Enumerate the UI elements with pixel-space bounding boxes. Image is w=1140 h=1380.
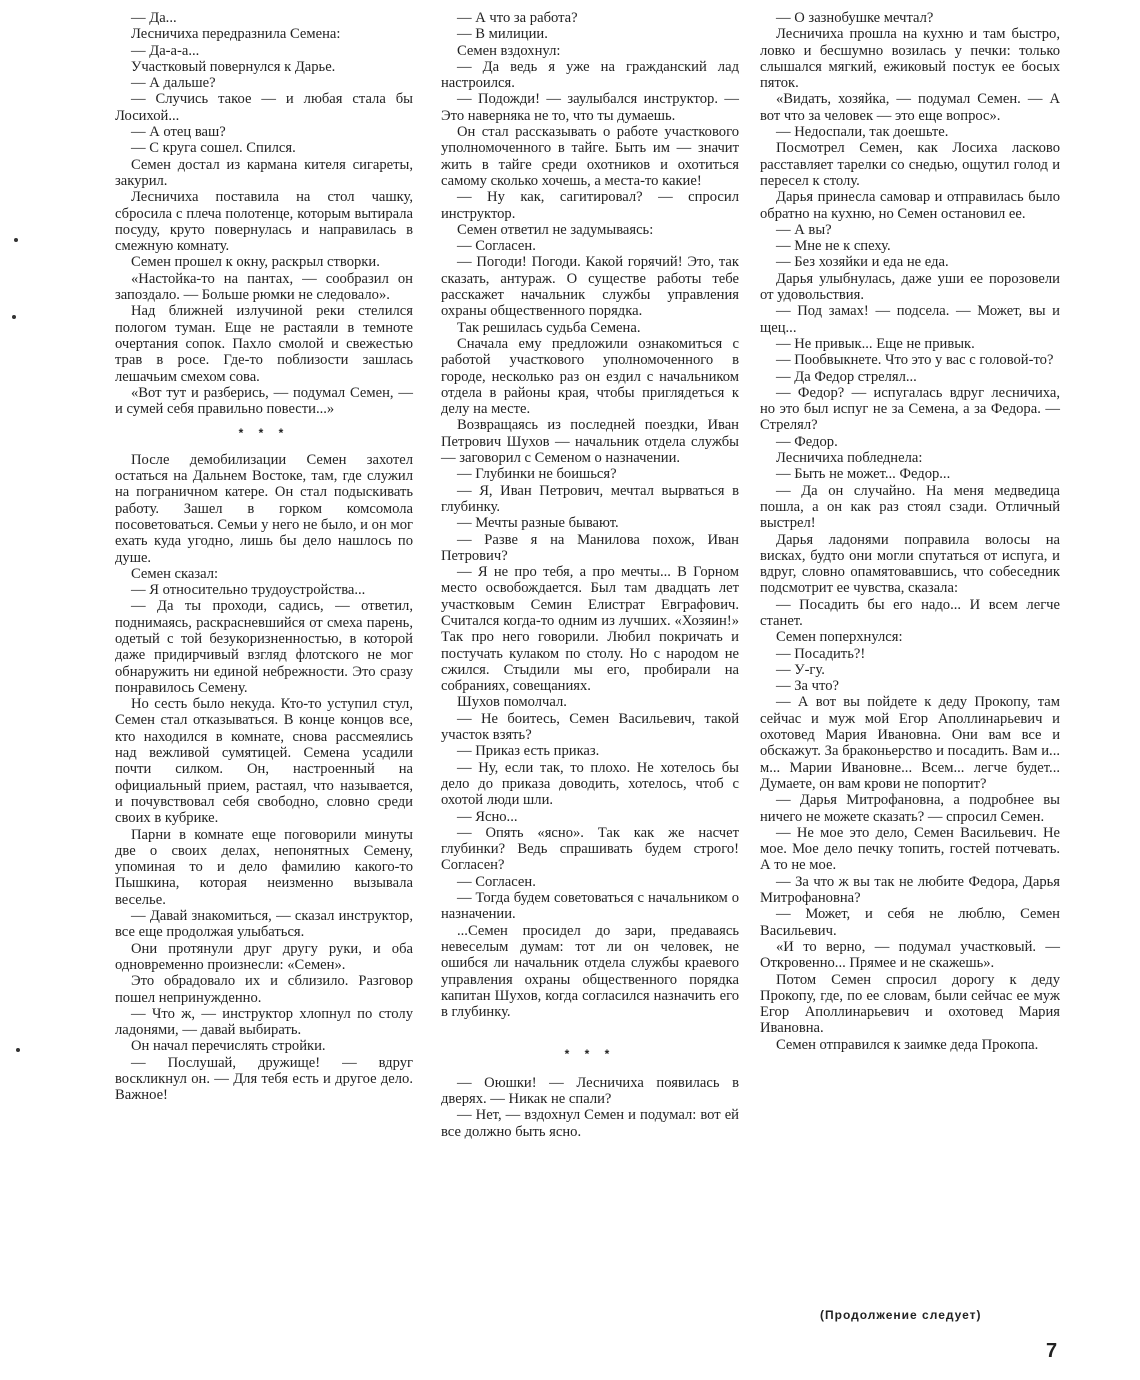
paragraph: Лесничиха передразнила Семена: [131, 26, 341, 43]
paragraph: — Посадить?! [776, 645, 866, 662]
section-divider: * * * [238, 426, 290, 441]
margin-speck [12, 315, 16, 319]
paragraph: — Послушай, дружище! — вдруг воскликнул он. — Для тебя есть и другое дело. Важное! [115, 1054, 413, 1104]
paragraph: — Тогда будем советоваться с начальником о назначении. [441, 890, 739, 923]
text-column-2 [441, 10, 739, 1140]
paragraph: Лесничиха поставила на стол чашку, сбросила с плеча полотенце, которым вытирала посуду, круто повернулась и направилась в смежную комнату. [115, 189, 413, 255]
paragraph: — За что? [776, 678, 839, 695]
paragraph: Парни в комнате еще поговорили минуты две о своих делах, непонятных Семену, упоминая то и дело фамилию какого-то Пышкина, которая неизменно вызывала веселье. [115, 826, 413, 908]
paragraph: Возвращаясь из последней поездки, Иван Петрович Шухов — начальник отдела службы — заговорил с Семеном о назначении. [441, 417, 739, 467]
paragraph: — Согласен. [457, 873, 536, 890]
paragraph: Семен вздохнул: [457, 42, 561, 59]
paragraph: — Пообвыкнете. Что это у вас с головой-то? [776, 352, 1054, 369]
paragraph: Семен достал из кармана кителя сигареты, закурил. [115, 156, 413, 189]
paragraph: Дарья принесла самовар и отправилась было обратно на кухню, но Семен остановил ее. [760, 189, 1060, 222]
paragraph: Лесничиха побледнела: [776, 450, 923, 467]
paragraph: Над ближней излучиной реки стелился пологом туман. Еще не растаяли в темноте очертания сопок. Пахло смолой и свежестью трав в росе. Где-то поблизости зашлась лешачьим смехом сова. [115, 303, 413, 385]
paragraph: «Видать, хозяйка, — подумал Семен. — А вот что за человек — это еще вопрос». [760, 91, 1060, 124]
paragraph: Семен ответил не задумываясь: [457, 221, 654, 238]
paragraph: — Оюшки! — Лесничиха появилась в дверях. — Никак не спали? [441, 1074, 739, 1107]
paragraph: Семен поперхнулся: [776, 629, 903, 646]
paragraph: Семен сказал: [131, 565, 219, 582]
paragraph: — Я относительно трудоустройства... [131, 582, 366, 599]
paragraph: — Нет, — вздохнул Семен и подумал: вот ей все должно быть ясно. [441, 1107, 739, 1140]
paragraph: — Не мое это дело, Семен Васильевич. Не мое. Мое дело печку топить, гостей потчевать. А то не мое. [760, 824, 1060, 874]
paragraph: — Ну, если так, то плохо. Не хотелось бы дело до приказа доводить, хотелось, чтоб с охотой люди шли. [441, 759, 739, 809]
paragraph: Он стал рассказывать о работе участкового уполномоченного в тайге. Быть им — значит жить в тайге среди охотников и охотиться самому сколько хочешь, а места-то какие! [441, 124, 739, 189]
paragraph: Он начал перечислять стройки. [131, 1038, 326, 1055]
paragraph: — Приказ есть приказ. [457, 743, 600, 760]
paragraph: — За что ж вы так не любите Федора, Дарья Митрофановна? [760, 873, 1060, 907]
paragraph: — Без хозяйки и еда не еда. [776, 254, 949, 271]
paragraph: Дарья ладонями поправила волосы на висках, будто они могли спутаться от испуга, и вдруг, словно опамятовавшись, что собеседник подсмотрит ее чувства, сказала: [760, 531, 1060, 597]
paragraph: Участковый повернулся к Дарье. [131, 58, 336, 75]
paragraph: Шухов помолчал. [457, 694, 567, 711]
paragraph: — Что ж, — инструктор хлопнул по столу ладонями, — давай выбирать. [115, 1005, 413, 1039]
paragraph: — Да Федор стрелял... [776, 368, 917, 385]
paragraph: — А отец ваш? [131, 124, 226, 141]
paragraph: Посмотрел Семен, как Лосиха ласково расставляет тарелки со снедью, ощутил голод и пересел к столу. [760, 140, 1060, 189]
paragraph: — О зазнобушке мечтал? [776, 10, 934, 26]
paragraph: Семен отправился к заимке деда Прокопа. [776, 1036, 1039, 1053]
paragraph: — А что за работа? [457, 10, 578, 26]
paragraph: — Подожди! — заулыбался инструктор. — Это наверняка не то, что ты думаешь. [441, 91, 739, 124]
paragraph: — Ну как, сагитировал? — спросил инструктор. [441, 189, 739, 222]
paragraph: Лесничиха прошла на кухню и там быстро, ловко и бесшумно возилась у печки: только слышался мягкий, ежиковый постук ее босых пяток. [760, 26, 1060, 92]
paragraph: Но сесть было некуда. Кто-то уступил стул, Семен стал отказываться. В конце концов все, кто находился в комнате, снова рассмеялись над вежливой сумятицей. Семена усадили почти силком. Он, настроенный на официальный прием, растаял, что называется, и почувствовал себя свободно, словно среди своих в кубрике. [115, 696, 413, 827]
paragraph: Потом Семен спросил дорогу к деду Прокопу, где, по ее словам, были сейчас ее муж Егор Аполлинарьевич и охотовед Мария Ивановна. [760, 971, 1060, 1037]
paragraph: — У-гу. [776, 661, 825, 678]
paragraph: — Опять «ясно». Так как же насчет глубинки? Ведь спрашивать будем строго! Согласен? [441, 824, 739, 874]
paragraph: — А вы? [776, 221, 832, 238]
paragraph: — Я, Иван Петрович, мечтал вырваться в глубинку. [441, 482, 739, 515]
paragraph: «И то верно, — подумал участковый. — Откровенно... Прямее и не скажешь». [760, 938, 1060, 972]
paragraph: — В милиции. [457, 26, 548, 43]
paragraph: — С круга сошел. Спился. [131, 140, 296, 157]
paragraph: — Да-а-а... [131, 42, 200, 59]
text-column-1 [115, 10, 413, 1104]
paragraph: — Да он случайно. На меня медведица пошла, а он как раз стоял сзади. Отличный выстрел! [760, 482, 1060, 532]
section-divider: * * * [564, 1047, 616, 1062]
page-number: 7 [1046, 1340, 1058, 1362]
paragraph: — Может, и себя не люблю, Семен Васильевич. [760, 906, 1060, 939]
paragraph: — Под замах! — подсела. — Может, вы и щец... [760, 303, 1060, 336]
paragraph: — Не привык... Еще не привык. [776, 335, 975, 352]
paragraph: — Ясно... [457, 808, 518, 825]
paragraph: — Глубинки не боишься? [457, 466, 617, 483]
paragraph: Дарья улыбнулась, даже уши ее порозовели от удовольствия. [760, 270, 1060, 304]
paragraph: Семен прошел к окну, раскрыл створки. [131, 254, 380, 271]
paragraph: — Мечты разные бывают. [457, 515, 619, 532]
paragraph: «Настойка-то на пантах, — сообразил он запоздало. — Больше рюмки не следовало». [115, 270, 413, 304]
paragraph: — Давай знакомиться, — сказал инструктор, все еще продолжая улыбаться. [115, 908, 413, 941]
paragraph: — Федор? — испугалась вдруг лесничиха, но это был испуг не за Семена, а за Федора. — Стрелял? [760, 384, 1060, 434]
paragraph: — Дарья Митрофановна, а подробнее вы ничего не можете сказать? — спросил Семен. [760, 792, 1060, 825]
paragraph: — Посадить бы его надо... И всем легче станет. [760, 596, 1060, 629]
paragraph: — Я не про тебя, а про мечты... В Горном место освобождается. Был там двадцать лет участковым Семин Елистрат Евграфович. Считался когда-то одним из лучших. «Хозяин!» Так про него говорили. Любил покричать и постучать кулаком по столу. Но с народом не сжился. Стыдили мы его, пробирали на собраниях, совещаниях. [441, 564, 739, 695]
paragraph: — Случись такое — и любая стала бы Лосихой... [115, 91, 413, 124]
paragraph: — Недоспали, так доешьте. [776, 124, 949, 141]
paragraph: — Быть не может... Федор... [776, 466, 951, 483]
paragraph: — Да... [131, 10, 177, 26]
margin-speck [16, 1048, 20, 1052]
paragraph: — Да ты проходи, садись, — ответил, поднимаясь, раскрасневшийся от смеха парень, одетый с той безукоризненностью, в которой даже придирчивый взгляд флотского не мог обнаружить ни единой небрежности. Это сразу понравилось Семену. [115, 598, 413, 696]
paragraph: Так решилась судьба Семена. [457, 319, 641, 336]
margin-speck [14, 238, 18, 242]
paragraph: После демобилизации Семен захотел остаться на Дальнем Востоке, там, где служил на пограничном катере. Он стал подыскивать работу. Зашел в горком комсомола посоветоваться. Семьи у него не было, и он мог ехать куда угодно, лишь бы дело нашлось по душе. [115, 451, 413, 566]
paragraph: — А вот вы пойдете к деду Прокопу, там сейчас и муж мой Егор Аполлинарьевич и охотовед Мария Ивановна. Они вам все и обскажут. За браконьерство и посадить. Вам и... м... Марии Ивановне... Всем... легче будет... Думаете, он вам крови не попортит? [760, 694, 1060, 792]
paragraph: Они протянули друг другу руки, и оба одновременно произнесли: «Семен». [115, 940, 413, 973]
paragraph: — Мне не к спеху. [776, 238, 891, 255]
paragraph: — Не боитесь, Семен Васильевич, такой участок взять? [441, 710, 739, 744]
paragraph: — Погоди! Погоди. Какой горячий! Это, так сказать, антураж. О существе работы тебе расскажет начальник службы управления охраны общественного порядка. [441, 254, 739, 320]
paragraph: Сначала ему предложили ознакомиться с работой участкового уполномоченного в городе, несколько раз он ездил с начальником отдела в районы края, чтобы приглядеться к делу на месте. [441, 335, 739, 418]
paragraph: — Да ведь я уже на гражданский лад настроился. [441, 58, 739, 92]
paragraph: Это обрадовало их и сблизило. Разговор пошел непринужденно. [115, 973, 413, 1006]
paragraph: — Разве я на Манилова похож, Иван Петрович? [441, 531, 739, 564]
continuation-note: (Продолжение следует) [820, 1308, 982, 1322]
paragraph: — А дальше? [131, 75, 216, 92]
paragraph: ...Семен просидел до зари, предаваясь невеселым думам: тот ли он человек, не ошибся ли начальник отдела службы краевого управления охраны общественного порядка капитан Шухов, когда согласился назначить его в глубинку. [441, 922, 739, 1021]
paragraph: «Вот тут и разберись, — подумал Семен, — и сумей себя правильно повести...» [115, 384, 413, 418]
paragraph: — Согласен. [457, 238, 536, 255]
paragraph: — Федор. [776, 433, 838, 450]
text-column-3 [760, 10, 1060, 1053]
